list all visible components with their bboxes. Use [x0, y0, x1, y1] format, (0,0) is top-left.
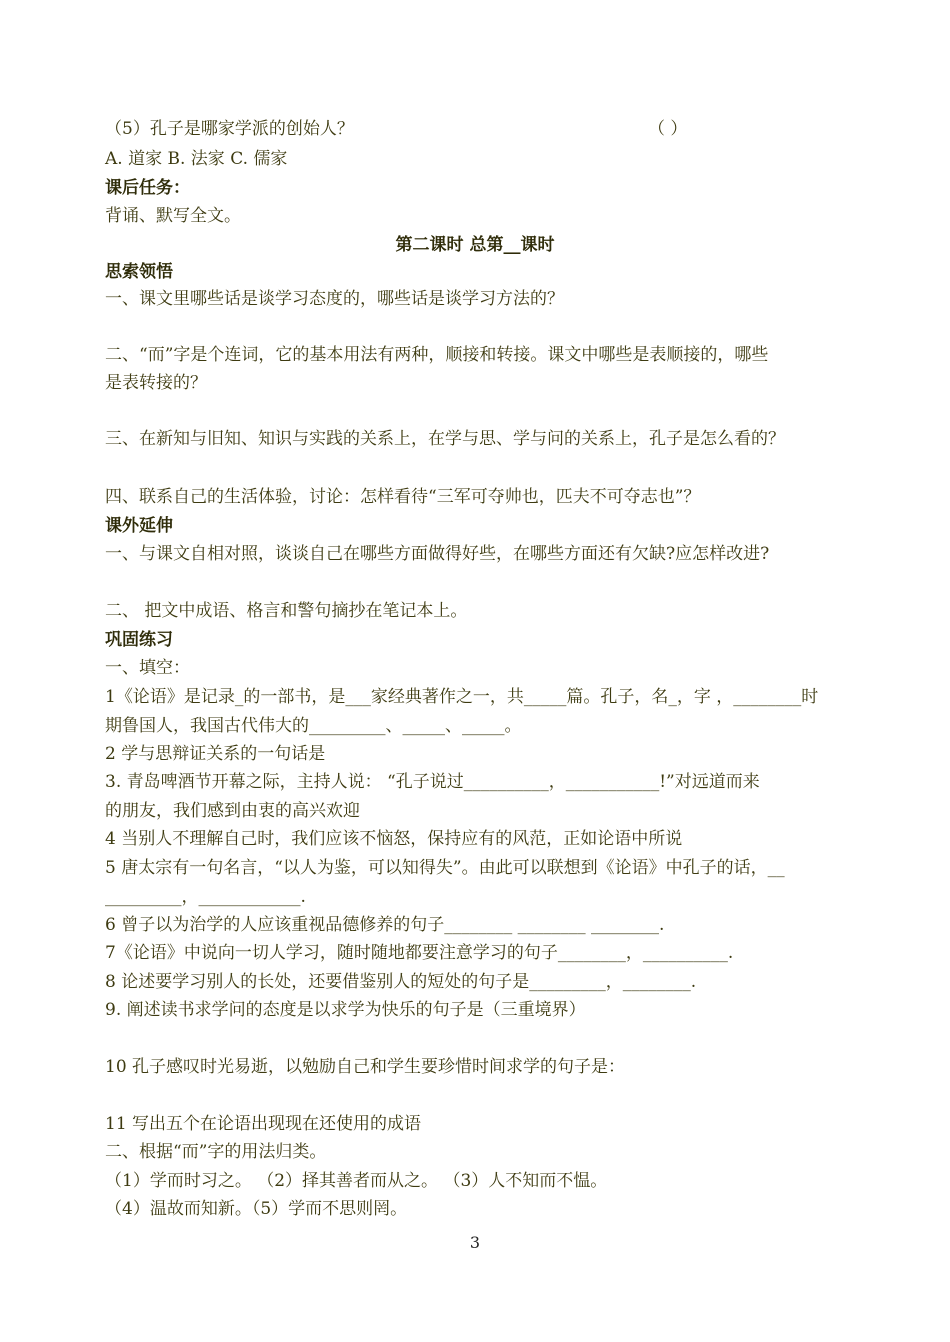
fill-item-10: 10 孔子感叹时光易逝，以勉励自己和学生要珍惜时间求学的句子是： — [105, 1057, 626, 1077]
fill-blank-heading: 一、填空： — [105, 658, 190, 678]
after-class-heading: 课后任务： — [105, 178, 190, 198]
classify-heading: 二、根据“而”字的用法归类。 — [105, 1142, 327, 1162]
think-question-4: 四、联系自己的生活体验，讨论：怎样看待“三军可夺帅也，匹夫不可夺志也”？ — [105, 487, 701, 507]
fill-item-8: 8 论述要学习别人的长处，还要借鉴别人的短处的句子是_________，________. — [105, 972, 697, 992]
section-think-heading: 思索领悟 — [105, 262, 173, 282]
fill-item-2: 2 学与思辩证关系的一句话是 — [105, 744, 326, 764]
fill-item-3-line-2: 的朋友，我们感到由衷的高兴欢迎 — [105, 801, 360, 821]
fill-item-1-line-2: 期鲁国人，我国古代伟大的_________、_____、_____。 — [105, 716, 522, 736]
fill-item-5-line-2: _________，____________. — [105, 887, 306, 907]
section-extend-heading: 课外延伸 — [105, 516, 173, 536]
after-class-task: 背诵、默写全文。 — [105, 206, 241, 226]
think-question-2-line-1: 二、“而”字是个连词，它的基本用法有两种，顺接和转接。课文中哪些是表顺接的，哪些 — [105, 345, 769, 365]
answer-parentheses: （ ） — [648, 119, 688, 139]
fill-item-9: 9. 阐述读书求学问的态度是以求学为快乐的句子是（三重境界） — [105, 1000, 586, 1020]
classify-items-2: （4）温故而知新。（5）学而不思则罔。 — [105, 1199, 408, 1219]
fill-item-5-line-1: 5 唐太宗有一句名言，“以人为鉴，可以知得失”。由此可以联想到《论语》中孔子的话，__ — [105, 858, 785, 878]
think-question-1: 一、课文里哪些话是谈学习态度的，哪些话是谈学习方法的？ — [105, 289, 564, 309]
extend-item-1: 一、与课文自相对照，谈谈自己在哪些方面做得好些，在哪些方面还有欠缺?应怎样改进? — [105, 544, 770, 564]
question-5-options: A. 道家 B. 法家 C. 儒家 — [105, 149, 288, 169]
section-practice-heading: 巩固练习 — [105, 630, 173, 650]
think-question-2-line-2: 是表转接的？ — [105, 373, 207, 393]
fill-item-6: 6 曾子以为治学的人应该重视品德修养的句子________ ________ ________. — [105, 915, 665, 935]
page-number: 3 — [469, 1233, 481, 1252]
question-5: （5）孔子是哪家学派的创始人？ — [105, 119, 354, 139]
extend-item-2: 二、 把文中成语、格言和警句摘抄在笔记本上。 — [105, 601, 468, 621]
fill-item-7: 7《论语》中说向一切人学习，随时随地都要注意学习的句子________，__________. — [105, 943, 734, 963]
fill-item-4: 4 当别人不理解自己时，我们应该不恼怒，保持应有的风范，正如论语中所说 — [105, 829, 683, 849]
fill-item-3-line-1: 3. 青岛啤酒节开幕之际，主持人说： “孔子说过__________，___________!”对远道而来 — [105, 772, 760, 792]
think-question-3: 三、在新知与旧知、知识与实践的关系上，在学与思、学与问的关系上，孔子是怎么看的？ — [105, 429, 785, 449]
lesson-2-title: 第二课时 总第__课时 — [395, 235, 555, 255]
classify-items-1: （1）学而时习之。 （2）择其善者而从之。 （3）人不知而不愠。 — [105, 1171, 608, 1191]
fill-item-1-line-1: 1《论语》是记录_的一部书，是___家经典著作之一，共_____篇。孔子，名_，字 ，________时 — [105, 687, 819, 707]
fill-item-11: 11 写出五个在论语出现现在还使用的成语 — [105, 1114, 422, 1134]
